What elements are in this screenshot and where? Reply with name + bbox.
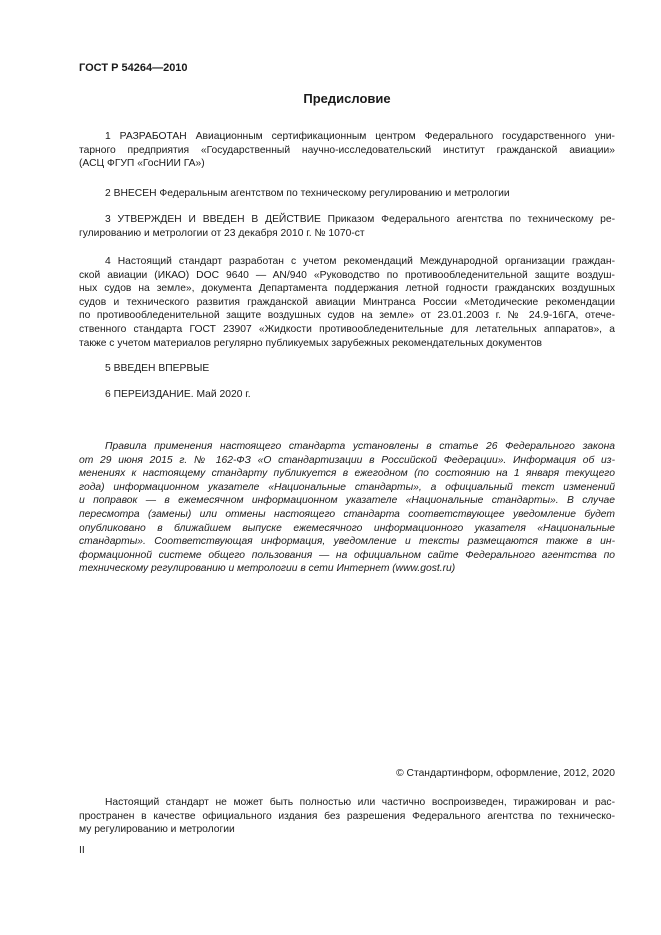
- foreword-item-4-line: по противообледенительной защите воздушных судов на земле» от 23.01.2003 г. № 24.9-16ГА, отече-: [79, 310, 615, 322]
- foreword-item-6-line: 6 ПЕРЕИЗДАНИЕ. Май 2020 г.: [105, 389, 251, 400]
- foreword-item-4: [79, 255, 615, 350]
- notice-line: и поправок — в ежемесячном информационном указателе «Национальные стандарты». В случае: [79, 495, 615, 507]
- foreword-item-1: [79, 130, 615, 171]
- notice-line: Правила применения настоящего стандарта установлены в статье 26 Федерального закона: [105, 441, 615, 452]
- foreword-item-2-line: 2 ВНЕСЕН Федеральным агентством по техническому регулированию и метрологии: [105, 188, 510, 199]
- page-number: II: [79, 845, 85, 856]
- notice-line: опубликовано в ближайшем выпуске ежемесячного информационного указателя «Национальные: [79, 522, 615, 534]
- foreword-item-4-line: ственного стандарта ГОСТ 23907 «Жидкости противообледенительные для летательных аппаратов», а: [79, 323, 615, 335]
- foreword-item-4-line: также с учетом материалов регулярно публикуемых зарубежных рекомендательных документов: [79, 337, 543, 349]
- foreword-item-2: [79, 187, 615, 201]
- notice-line: менениях к настоящему стандарту публикуется в ежегодном (по состоянию на 1 января текущего: [79, 468, 615, 480]
- notice-line: года) информационном указателе «Национальные стандарты», а официальный текст изменений: [79, 481, 615, 493]
- notice-line: техническому регулированию и метрологии в сети Интернет (www.gost.ru): [79, 563, 456, 575]
- foreword-item-3-line: 3 УТВЕРЖДЕН И ВВЕДЕН В ДЕЙСТВИЕ Приказом Федерального агентства по техническому ре-: [105, 214, 615, 225]
- notice-line: от 29 июня 2015 г. № 162-ФЗ «О стандартизации в Российской Федерации». Информация об из-: [79, 454, 615, 466]
- foreword-item-5: [79, 362, 615, 376]
- rights-line: пространен в качестве официального издания без разрешения Федерального агентства по техническо-: [79, 810, 615, 822]
- rights-line: Настоящий стандарт не может быть полностью или частично воспроизведен, тиражирован и рас-: [105, 797, 615, 808]
- notice-line: формационной системе общего пользования — на официальном сайте Федерального агентства по: [79, 549, 615, 561]
- foreword-item-4-line: ных судов на земле», документа Департамента поддержания летной годности гражданских воздушных: [79, 283, 615, 295]
- foreword-item-1-line: 1 РАЗРАБОТАН Авиационным сертификационным центром Федерального государственного уни-: [105, 131, 615, 142]
- foreword-item-1-line: тарного предприятия «Государственный научно-исследовательский институт гражданской авиации»: [79, 144, 615, 156]
- copyright-notice: © Стандартинформ, оформление, 2012, 2020: [396, 768, 615, 779]
- foreword-item-1-line: (АСЦ ФГУП «ГосНИИ ГА»): [79, 158, 205, 170]
- foreword-item-5-line: 5 ВВЕДЕН ВПЕРВЫЕ: [105, 363, 210, 374]
- application-rules-notice: [79, 440, 615, 576]
- reproduction-rights-notice: [79, 796, 615, 837]
- notice-line: пересмотра (замены) или отмены настоящего стандарта соответствующее уведомление будет: [79, 508, 615, 520]
- notice-line: стандарты». Соответствующая информация, уведомление и тексты размещаются также в ин-: [79, 536, 615, 548]
- page-title: Предисловие: [303, 91, 391, 106]
- foreword-item-3: [79, 213, 615, 240]
- rights-line: му регулированию и метрологии: [79, 824, 235, 836]
- foreword-item-4-line: судов и технического развития гражданской авиации Минтранса России «Методические рекомендации: [79, 296, 615, 308]
- foreword-item-4-line: ской авиации (ИКАО) DOC 9640 — AN/940 «Руководство по противообледенительной защите воздуш-: [79, 269, 615, 281]
- standard-code-header: ГОСТ Р 54264—2010: [79, 62, 188, 74]
- foreword-item-4-line: 4 Настоящий стандарт разработан с учетом рекомендаций Международной организации граждан-: [105, 256, 615, 267]
- foreword-item-3-line: гулированию и метрологии от 23 декабря 2010 г. № 1070-ст: [79, 227, 365, 239]
- foreword-item-6: [79, 388, 615, 402]
